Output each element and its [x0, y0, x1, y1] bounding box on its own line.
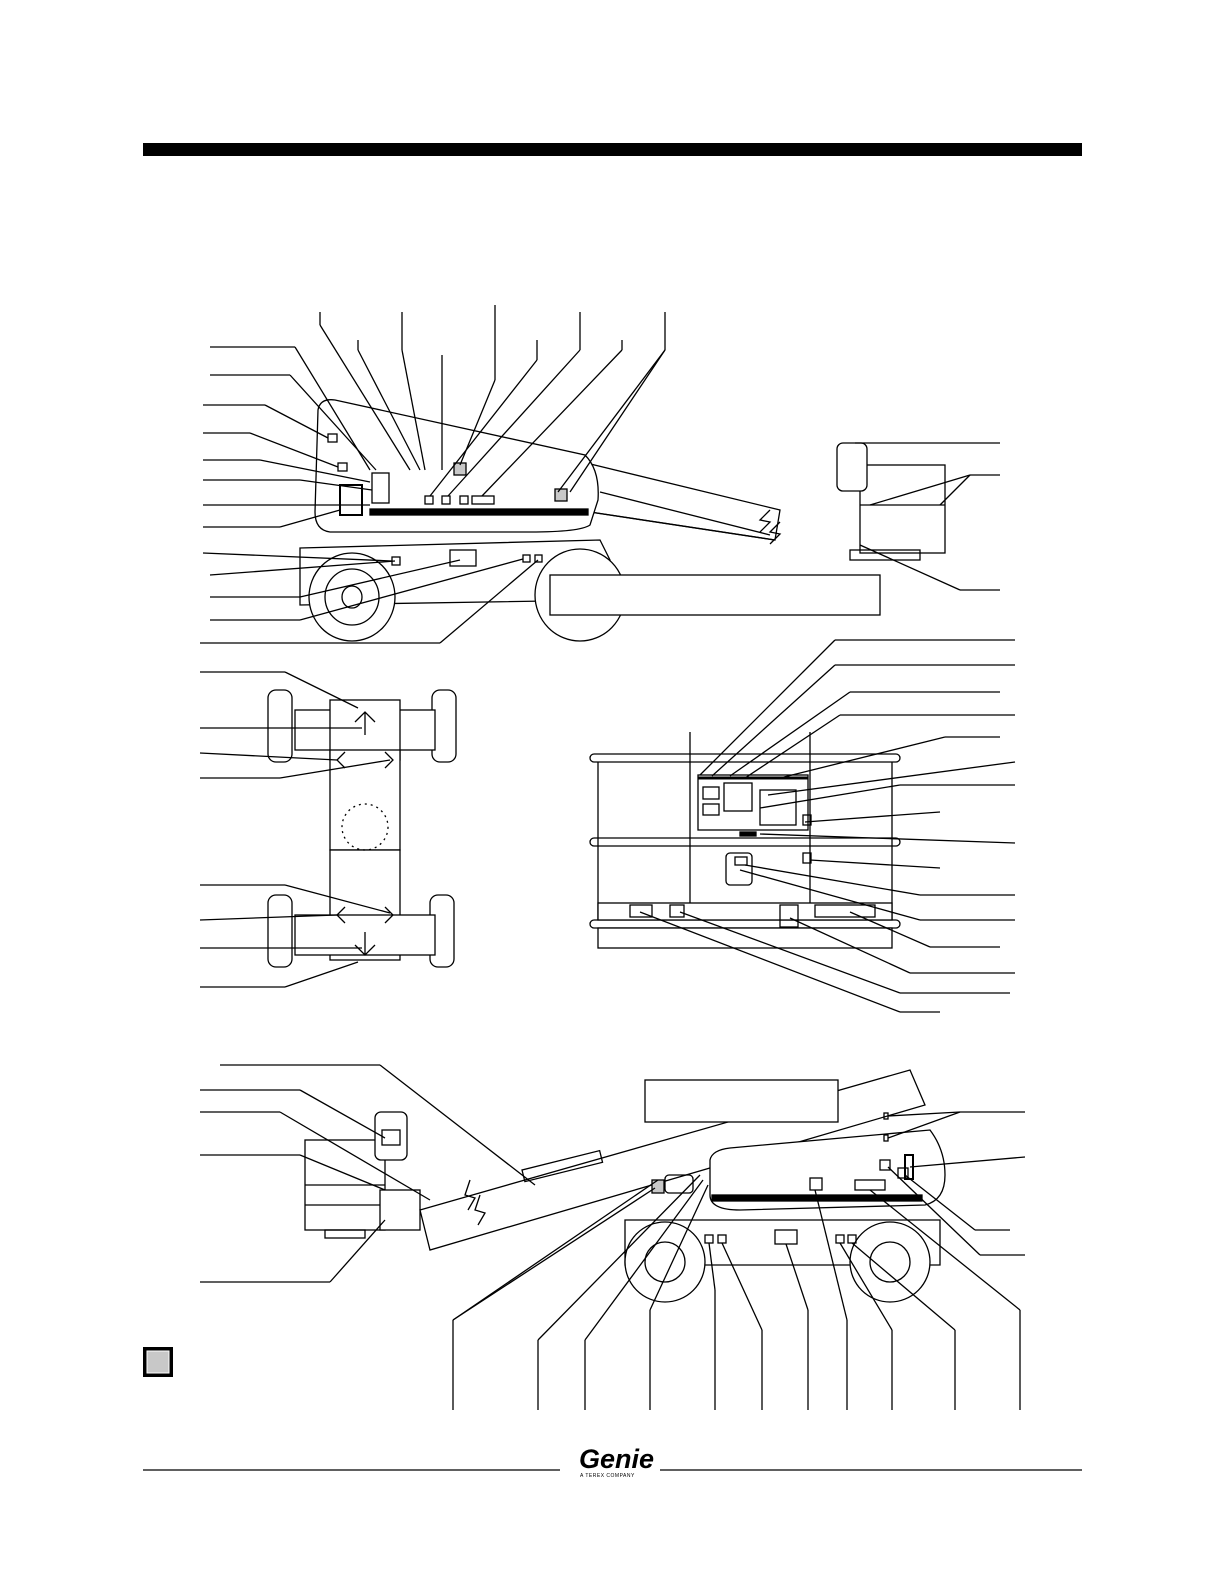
top-view	[200, 672, 456, 987]
header-rule	[143, 143, 1082, 156]
left-side-view	[200, 305, 1000, 643]
left-view-caption-box	[550, 575, 880, 615]
footer-logo: Genie	[579, 1444, 655, 1474]
footer-tagline: A TEREX COMPANY	[580, 1473, 635, 1479]
platform-view	[590, 640, 1015, 1012]
right-view-caption-box	[645, 1080, 838, 1122]
right-side-view	[200, 1065, 1025, 1410]
